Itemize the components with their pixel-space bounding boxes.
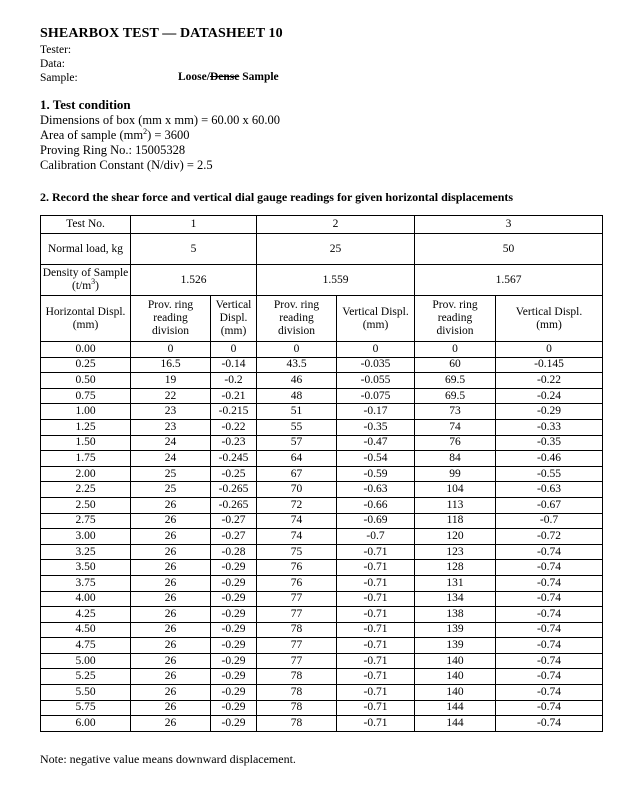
horizontal-displ-cell: 4.50 — [41, 622, 131, 638]
prov-ring-reading-1-cell: 26 — [131, 669, 211, 685]
prov-ring-header-2-text: Prov. ring reading — [273, 299, 320, 324]
prov-ring-header-2 — [257, 296, 337, 342]
table-row — [41, 497, 603, 513]
vertical-displ-3-cell: -0.74 — [496, 638, 603, 654]
prov-ring-reading-3-cell: 69.5 — [415, 373, 496, 389]
table-row — [41, 591, 603, 607]
prov-ring-reading-2-cell: 70 — [257, 482, 337, 498]
horizontal-displ-cell: 4.75 — [41, 638, 131, 654]
horizontal-displ-cell: 3.75 — [41, 575, 131, 591]
vertical-displ-2-cell: -0.47 — [337, 435, 415, 451]
vertical-displ-header-1-text: Vertical Displ. — [215, 299, 252, 324]
vertical-displ-2-cell: -0.71 — [337, 622, 415, 638]
horizontal-displ-cell: 1.00 — [41, 404, 131, 420]
table-row — [41, 404, 603, 420]
prov-ring-reading-2-cell: 78 — [257, 669, 337, 685]
table-row — [41, 560, 603, 576]
vertical-displ-1-cell: -0.29 — [211, 700, 257, 716]
prov-ring-reading-3-cell: 134 — [415, 591, 496, 607]
normal-load-3: 50 — [415, 234, 603, 265]
vertical-displ-1-cell: -0.22 — [211, 419, 257, 435]
prov-ring-reading-1-cell: 24 — [131, 435, 211, 451]
vertical-displ-3-cell: -0.72 — [496, 529, 603, 545]
test-no-row — [41, 216, 603, 234]
vertical-displ-1-cell: -0.215 — [211, 404, 257, 420]
vertical-displ-2-cell: -0.71 — [337, 607, 415, 623]
table-row — [41, 388, 603, 404]
sample-area — [40, 128, 190, 143]
sample-type — [178, 71, 279, 83]
vertical-displ-2-cell: 0 — [337, 342, 415, 358]
table-row — [41, 357, 603, 373]
prov-ring-reading-1-cell: 26 — [131, 638, 211, 654]
calibration-constant: Calibration Constant (N/div) = 2.5 — [40, 158, 213, 172]
density-3: 1.567 — [415, 265, 603, 296]
table-row — [41, 607, 603, 623]
prov-ring-reading-2-cell: 78 — [257, 716, 337, 732]
sample-area-suffix: ) = 3600 — [147, 128, 190, 142]
horizontal-displ-cell: 2.75 — [41, 513, 131, 529]
horizontal-displ-cell: 2.00 — [41, 466, 131, 482]
prov-ring-reading-2-cell: 76 — [257, 560, 337, 576]
normal-load-1: 5 — [131, 234, 257, 265]
vertical-displ-1-cell: -0.23 — [211, 435, 257, 451]
prov-ring-reading-3-cell: 140 — [415, 669, 496, 685]
prov-ring-reading-1-cell: 26 — [131, 607, 211, 623]
vertical-displ-1-cell: -0.265 — [211, 482, 257, 498]
vertical-displ-2-cell: -0.63 — [337, 482, 415, 498]
table-row — [41, 419, 603, 435]
horizontal-displ-cell: 5.50 — [41, 685, 131, 701]
footnote: Note: negative value means downward displacement. — [40, 752, 296, 766]
vertical-displ-1-cell: -0.25 — [211, 466, 257, 482]
table-row — [41, 482, 603, 498]
table-row — [41, 716, 603, 732]
vertical-displ-3-cell: -0.67 — [496, 497, 603, 513]
horizontal-displ-cell: 3.50 — [41, 560, 131, 576]
prov-ring-reading-3-cell: 74 — [415, 419, 496, 435]
vertical-displ-3-cell: -0.145 — [496, 357, 603, 373]
horizontal-displ-cell: 6.00 — [41, 716, 131, 732]
prov-ring-header-2-unit: division — [277, 325, 316, 337]
prov-ring-reading-2-cell: 43.5 — [257, 357, 337, 373]
horizontal-displ-cell: 2.25 — [41, 482, 131, 498]
sample-type-suffix: Sample — [239, 71, 279, 83]
vertical-displ-3-cell: -0.22 — [496, 373, 603, 389]
vertical-displ-1-cell: -0.2 — [211, 373, 257, 389]
vertical-displ-2-cell: -0.35 — [337, 419, 415, 435]
vertical-displ-2-cell: -0.71 — [337, 716, 415, 732]
sample-area-sup: 2 — [143, 126, 148, 136]
prov-ring-reading-3-cell: 69.5 — [415, 388, 496, 404]
prov-ring-reading-1-cell: 26 — [131, 622, 211, 638]
vertical-displ-1-cell: -0.29 — [211, 685, 257, 701]
vertical-displ-1-cell: -0.29 — [211, 716, 257, 732]
table-row — [41, 435, 603, 451]
horizontal-displ-cell: 1.50 — [41, 435, 131, 451]
table-row — [41, 575, 603, 591]
horizontal-displ-cell: 5.00 — [41, 653, 131, 669]
horizontal-displ-cell: 5.75 — [41, 700, 131, 716]
horizontal-displ-cell: 1.75 — [41, 451, 131, 467]
vertical-displ-3-cell: -0.74 — [496, 653, 603, 669]
prov-ring-reading-2-cell: 74 — [257, 529, 337, 545]
vertical-displ-3-cell: -0.29 — [496, 404, 603, 420]
prov-ring-reading-1-cell: 26 — [131, 513, 211, 529]
prov-ring-reading-3-cell: 138 — [415, 607, 496, 623]
sample-type-prefix: Loose/ — [178, 71, 210, 83]
vertical-displ-header-1 — [211, 296, 257, 342]
test-no-1: 1 — [131, 216, 257, 234]
prov-ring-reading-3-cell: 113 — [415, 497, 496, 513]
prov-ring-reading-3-cell: 140 — [415, 653, 496, 669]
prov-ring-reading-3-cell: 131 — [415, 575, 496, 591]
vertical-displ-1-cell: -0.29 — [211, 575, 257, 591]
vertical-displ-2-cell: -0.075 — [337, 388, 415, 404]
prov-ring-reading-3-cell: 139 — [415, 638, 496, 654]
prov-ring-reading-3-cell: 104 — [415, 482, 496, 498]
prov-ring-reading-3-cell: 140 — [415, 685, 496, 701]
prov-ring-reading-2-cell: 46 — [257, 373, 337, 389]
vertical-displ-1-cell: -0.21 — [211, 388, 257, 404]
test-no-3: 3 — [415, 216, 603, 234]
table-row — [41, 700, 603, 716]
vertical-displ-header-2 — [337, 296, 415, 342]
prov-ring-reading-1-cell: 26 — [131, 591, 211, 607]
vertical-displ-1-cell: -0.27 — [211, 529, 257, 545]
horizontal-displ-cell: 0.25 — [41, 357, 131, 373]
table-row — [41, 513, 603, 529]
prov-ring-reading-1-cell: 26 — [131, 544, 211, 560]
density-label-sup: 3 — [91, 277, 96, 287]
prov-ring-reading-1-cell: 19 — [131, 373, 211, 389]
vertical-displ-1-cell: -0.29 — [211, 591, 257, 607]
prov-ring-reading-3-cell: 99 — [415, 466, 496, 482]
test-no-label: Test No. — [41, 216, 131, 234]
table-row — [41, 529, 603, 545]
table-row — [41, 685, 603, 701]
density-2: 1.559 — [257, 265, 415, 296]
vertical-displ-header-1-unit: (mm) — [220, 325, 247, 337]
data-label: Data: — [40, 58, 65, 70]
prov-ring-reading-3-cell: 60 — [415, 357, 496, 373]
vertical-displ-2-cell: -0.71 — [337, 685, 415, 701]
prov-ring-reading-2-cell: 77 — [257, 653, 337, 669]
proving-ring-number: Proving Ring No.: 15005328 — [40, 143, 186, 157]
prov-ring-reading-1-cell: 25 — [131, 466, 211, 482]
vertical-displ-3-cell: -0.24 — [496, 388, 603, 404]
horizontal-displ-cell: 0.50 — [41, 373, 131, 389]
vertical-displ-1-cell: -0.265 — [211, 497, 257, 513]
column-header-row — [41, 296, 603, 342]
test-no-2: 2 — [257, 216, 415, 234]
prov-ring-reading-3-cell: 73 — [415, 404, 496, 420]
prov-ring-header-1-text: Prov. ring reading — [147, 299, 194, 324]
vertical-displ-1-cell: -0.29 — [211, 607, 257, 623]
vertical-displ-1-cell: -0.245 — [211, 451, 257, 467]
vertical-displ-2-cell: -0.54 — [337, 451, 415, 467]
prov-ring-reading-1-cell: 24 — [131, 451, 211, 467]
table-row — [41, 342, 603, 358]
horizontal-displ-cell: 5.25 — [41, 669, 131, 685]
vertical-displ-1-cell: 0 — [211, 342, 257, 358]
prov-ring-reading-1-cell: 16.5 — [131, 357, 211, 373]
vertical-displ-header-3-text: Vertical Displ. — [515, 305, 583, 318]
prov-ring-reading-2-cell: 64 — [257, 451, 337, 467]
prov-ring-reading-2-cell: 77 — [257, 638, 337, 654]
vertical-displ-2-cell: -0.17 — [337, 404, 415, 420]
vertical-displ-1-cell: -0.27 — [211, 513, 257, 529]
sample-area-prefix: Area of sample (mm — [40, 128, 144, 142]
vertical-displ-3-cell: -0.35 — [496, 435, 603, 451]
prov-ring-reading-3-cell: 139 — [415, 622, 496, 638]
vertical-displ-1-cell: -0.14 — [211, 357, 257, 373]
horizontal-displ-cell: 4.25 — [41, 607, 131, 623]
vertical-displ-1-cell: -0.28 — [211, 544, 257, 560]
vertical-displ-1-cell: -0.29 — [211, 669, 257, 685]
vertical-displ-header-3 — [496, 296, 603, 342]
vertical-displ-3-cell: -0.74 — [496, 716, 603, 732]
vertical-displ-2-cell: -0.71 — [337, 700, 415, 716]
prov-ring-reading-3-cell: 0 — [415, 342, 496, 358]
prov-ring-reading-1-cell: 26 — [131, 529, 211, 545]
prov-ring-reading-2-cell: 78 — [257, 622, 337, 638]
prov-ring-reading-2-cell: 76 — [257, 575, 337, 591]
prov-ring-reading-2-cell: 77 — [257, 607, 337, 623]
horizontal-displ-cell: 2.50 — [41, 497, 131, 513]
prov-ring-reading-2-cell: 48 — [257, 388, 337, 404]
horizontal-displ-cell: 0.00 — [41, 342, 131, 358]
density-label-suffix: ) — [95, 280, 99, 292]
density-label-prefix: Density of Sample (t/m — [42, 267, 129, 292]
vertical-displ-2-cell: -0.71 — [337, 560, 415, 576]
prov-ring-header-1-unit: division — [151, 325, 190, 337]
vertical-displ-header-3-unit: (mm) — [536, 318, 562, 331]
vertical-displ-3-cell: -0.74 — [496, 544, 603, 560]
prov-ring-reading-2-cell: 77 — [257, 591, 337, 607]
table-row — [41, 622, 603, 638]
density-1: 1.526 — [131, 265, 257, 296]
prov-ring-reading-2-cell: 72 — [257, 497, 337, 513]
prov-ring-header-1 — [131, 296, 211, 342]
prov-ring-reading-3-cell: 144 — [415, 716, 496, 732]
vertical-displ-2-cell: -0.055 — [337, 373, 415, 389]
prov-ring-reading-2-cell: 57 — [257, 435, 337, 451]
vertical-displ-3-cell: -0.33 — [496, 419, 603, 435]
table-row — [41, 653, 603, 669]
vertical-displ-2-cell: -0.71 — [337, 669, 415, 685]
prov-ring-reading-1-cell: 0 — [131, 342, 211, 358]
vertical-displ-3-cell: -0.74 — [496, 607, 603, 623]
table-row — [41, 451, 603, 467]
vertical-displ-3-cell: -0.7 — [496, 513, 603, 529]
vertical-displ-1-cell: -0.29 — [211, 653, 257, 669]
prov-ring-header-3 — [415, 296, 496, 342]
vertical-displ-3-cell: -0.74 — [496, 575, 603, 591]
prov-ring-reading-2-cell: 74 — [257, 513, 337, 529]
tester-label: Tester: — [40, 44, 72, 56]
vertical-displ-3-cell: -0.46 — [496, 451, 603, 467]
prov-ring-reading-2-cell: 78 — [257, 700, 337, 716]
datasheet-title: SHEARBOX TEST — DATASHEET 10 — [40, 26, 283, 41]
vertical-displ-2-cell: -0.66 — [337, 497, 415, 513]
prov-ring-header-3-text: Prov. ring reading — [432, 299, 478, 324]
table-row — [41, 466, 603, 482]
horizontal-displ-cell: 0.75 — [41, 388, 131, 404]
prov-ring-reading-1-cell: 26 — [131, 685, 211, 701]
prov-ring-reading-1-cell: 26 — [131, 560, 211, 576]
prov-ring-reading-2-cell: 78 — [257, 685, 337, 701]
prov-ring-header-3-unit: division — [436, 325, 474, 337]
prov-ring-reading-2-cell: 0 — [257, 342, 337, 358]
normal-load-2: 25 — [257, 234, 415, 265]
vertical-displ-header-2-text: Vertical Displ. — [342, 305, 409, 318]
prov-ring-reading-1-cell: 26 — [131, 575, 211, 591]
prov-ring-reading-1-cell: 25 — [131, 482, 211, 498]
prov-ring-reading-3-cell: 123 — [415, 544, 496, 560]
prov-ring-reading-1-cell: 23 — [131, 419, 211, 435]
horizontal-displ-cell: 4.00 — [41, 591, 131, 607]
prov-ring-reading-2-cell: 55 — [257, 419, 337, 435]
prov-ring-reading-3-cell: 76 — [415, 435, 496, 451]
prov-ring-reading-1-cell: 23 — [131, 404, 211, 420]
box-dimensions: Dimensions of box (mm x mm) = 60.00 x 60.00 — [40, 113, 281, 127]
vertical-displ-2-cell: -0.69 — [337, 513, 415, 529]
prov-ring-reading-2-cell: 67 — [257, 466, 337, 482]
vertical-displ-3-cell: -0.74 — [496, 669, 603, 685]
density-label — [41, 265, 131, 296]
prov-ring-reading-2-cell: 51 — [257, 404, 337, 420]
vertical-displ-2-cell: -0.59 — [337, 466, 415, 482]
table-row — [41, 669, 603, 685]
vertical-displ-3-cell: -0.63 — [496, 482, 603, 498]
sample-type-struck: Dense — [209, 71, 240, 83]
vertical-displ-2-cell: -0.71 — [337, 653, 415, 669]
table-row — [41, 638, 603, 654]
vertical-displ-1-cell: -0.29 — [211, 638, 257, 654]
record-heading: 2. Record the shear force and vertical dial gauge readings for given horizontal displacements — [40, 190, 514, 204]
vertical-displ-1-cell: -0.29 — [211, 560, 257, 576]
vertical-displ-2-cell: -0.71 — [337, 544, 415, 560]
test-condition-heading: 1. Test condition — [40, 97, 131, 112]
table-row — [41, 373, 603, 389]
horizontal-displ-cell: 3.00 — [41, 529, 131, 545]
vertical-displ-header-2-unit: (mm) — [362, 318, 389, 331]
vertical-displ-2-cell: -0.7 — [337, 529, 415, 545]
prov-ring-reading-1-cell: 26 — [131, 700, 211, 716]
vertical-displ-2-cell: -0.71 — [337, 591, 415, 607]
density-row — [41, 265, 603, 296]
normal-load-row — [41, 234, 603, 265]
vertical-displ-3-cell: -0.55 — [496, 466, 603, 482]
vertical-displ-1-cell: -0.29 — [211, 622, 257, 638]
vertical-displ-3-cell: -0.74 — [496, 591, 603, 607]
horizontal-displ-cell: 1.25 — [41, 419, 131, 435]
vertical-displ-3-cell: -0.74 — [496, 700, 603, 716]
sample-label: Sample: — [40, 72, 78, 84]
prov-ring-reading-3-cell: 128 — [415, 560, 496, 576]
vertical-displ-3-cell: -0.74 — [496, 622, 603, 638]
prov-ring-reading-3-cell: 120 — [415, 529, 496, 545]
vertical-displ-3-cell: 0 — [496, 342, 603, 358]
readings-table — [40, 215, 603, 732]
vertical-displ-2-cell: -0.035 — [337, 357, 415, 373]
prov-ring-reading-3-cell: 84 — [415, 451, 496, 467]
prov-ring-reading-2-cell: 75 — [257, 544, 337, 560]
prov-ring-reading-1-cell: 26 — [131, 653, 211, 669]
prov-ring-reading-3-cell: 118 — [415, 513, 496, 529]
vertical-displ-3-cell: -0.74 — [496, 560, 603, 576]
prov-ring-reading-3-cell: 144 — [415, 700, 496, 716]
vertical-displ-3-cell: -0.74 — [496, 685, 603, 701]
prov-ring-reading-1-cell: 22 — [131, 388, 211, 404]
table-row — [41, 544, 603, 560]
normal-load-label: Normal load, kg — [41, 234, 131, 265]
prov-ring-reading-1-cell: 26 — [131, 497, 211, 513]
vertical-displ-2-cell: -0.71 — [337, 575, 415, 591]
prov-ring-reading-1-cell: 26 — [131, 716, 211, 732]
horizontal-displ-header: Horizontal Displ. (mm) — [41, 296, 131, 342]
horizontal-displ-cell: 3.25 — [41, 544, 131, 560]
vertical-displ-2-cell: -0.71 — [337, 638, 415, 654]
